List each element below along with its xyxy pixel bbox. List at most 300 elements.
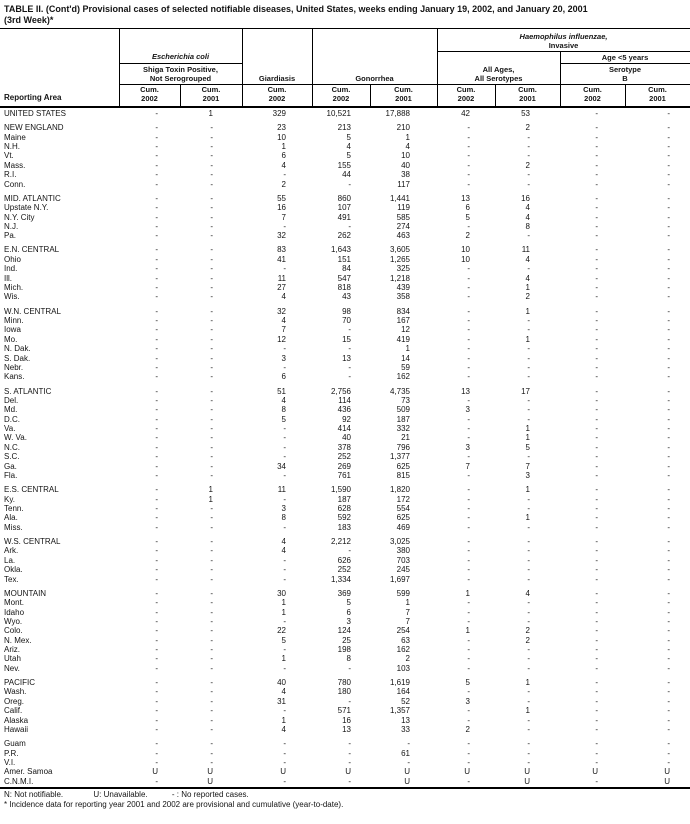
value-cell: 7 bbox=[281, 325, 286, 335]
value-cell: - bbox=[467, 316, 470, 325]
value-cell: - bbox=[283, 471, 286, 481]
value-cell: 1 bbox=[525, 433, 530, 443]
table-row bbox=[0, 255, 690, 264]
value-cell: - bbox=[210, 273, 213, 283]
value-cell: - bbox=[595, 344, 598, 354]
all-ages-line2: All Serotypes bbox=[474, 73, 523, 83]
value-cell: 187 bbox=[396, 414, 410, 424]
value-cell: 151 bbox=[337, 254, 351, 264]
value-cell: U bbox=[664, 767, 670, 777]
value-cell: - bbox=[283, 522, 286, 532]
reporting-area-cell: Upstate N.Y. bbox=[4, 203, 49, 213]
value-cell: - bbox=[155, 123, 158, 133]
value-cell: 42 bbox=[461, 109, 470, 118]
value-cell: - bbox=[595, 221, 598, 231]
value-cell: 796 bbox=[396, 442, 410, 452]
value-cell: - bbox=[283, 170, 286, 180]
value-cell: - bbox=[667, 635, 670, 645]
value-cell: - bbox=[595, 395, 598, 405]
value-cell: - bbox=[283, 757, 286, 767]
value-cell: - bbox=[667, 588, 670, 598]
value-cell: - bbox=[667, 546, 670, 556]
value-cell: - bbox=[467, 739, 470, 749]
table-row bbox=[0, 123, 690, 132]
value-cell: - bbox=[595, 292, 598, 302]
value-cell: - bbox=[210, 141, 213, 151]
value-cell: 625 bbox=[396, 461, 410, 471]
value-cell: 1 bbox=[405, 598, 410, 608]
value-cell: - bbox=[595, 306, 598, 316]
value-cell: 509 bbox=[396, 405, 410, 415]
value-cell: - bbox=[527, 725, 530, 734]
value-cell: 7 bbox=[405, 607, 410, 617]
reporting-area-cell: E.N. CENTRAL bbox=[4, 245, 60, 255]
reporting-area-cell: Ohio bbox=[4, 254, 21, 264]
value-cell: - bbox=[467, 565, 470, 575]
value-cell: - bbox=[527, 687, 530, 697]
value-cell: - bbox=[467, 273, 470, 283]
value-cell: - bbox=[155, 607, 158, 617]
value-cell: 358 bbox=[396, 292, 410, 302]
value-cell: - bbox=[595, 607, 598, 617]
value-cell: - bbox=[155, 442, 158, 452]
value-cell: - bbox=[595, 588, 598, 598]
value-cell: - bbox=[155, 212, 158, 222]
value-cell: 3,605 bbox=[389, 245, 410, 255]
value-cell: - bbox=[527, 231, 530, 241]
value-cell: 1 bbox=[281, 607, 286, 617]
table-row bbox=[0, 739, 690, 748]
value-cell: 107 bbox=[337, 203, 351, 213]
value-cell: - bbox=[155, 536, 158, 546]
value-cell: - bbox=[155, 405, 158, 415]
col-gonorrhea: Gonorrhea bbox=[355, 74, 394, 83]
table-row bbox=[0, 678, 690, 687]
value-cell: - bbox=[527, 757, 530, 767]
value-cell: - bbox=[210, 536, 213, 546]
table-row bbox=[0, 194, 690, 203]
value-cell: - bbox=[667, 725, 670, 734]
value-cell: 860 bbox=[337, 193, 351, 203]
value-cell: 25 bbox=[342, 635, 351, 645]
value-cell: 254 bbox=[396, 626, 410, 636]
col-age-under5: Age <5 years bbox=[601, 53, 649, 62]
value-cell: - bbox=[283, 748, 286, 758]
value-cell: - bbox=[595, 414, 598, 424]
col-group-ecoli: Escherichia coli bbox=[151, 52, 210, 61]
reporting-area-cell: N.C. bbox=[4, 442, 20, 452]
value-cell: 172 bbox=[396, 494, 410, 504]
table-row bbox=[0, 109, 690, 118]
value-cell: - bbox=[210, 193, 213, 203]
value-cell: - bbox=[210, 405, 213, 415]
value-cell: - bbox=[595, 283, 598, 293]
value-cell: - bbox=[595, 471, 598, 481]
value-cell: - bbox=[348, 221, 351, 231]
value-cell: - bbox=[155, 433, 158, 443]
value-cell: - bbox=[467, 748, 470, 758]
value-cell: 7 bbox=[525, 461, 530, 471]
column-header-cum: Cum. 2002 bbox=[456, 85, 476, 103]
value-cell: - bbox=[595, 687, 598, 697]
value-cell: 53 bbox=[521, 109, 530, 118]
value-cell: - bbox=[527, 555, 530, 565]
value-cell: - bbox=[210, 654, 213, 664]
value-cell: - bbox=[210, 748, 213, 758]
value-cell: 4 bbox=[525, 273, 530, 283]
value-cell: - bbox=[595, 160, 598, 170]
value-cell: 198 bbox=[337, 645, 351, 655]
reporting-area-cell: MOUNTAIN bbox=[4, 588, 47, 598]
value-cell: 6 bbox=[465, 203, 470, 213]
table-row bbox=[0, 161, 690, 170]
value-cell: - bbox=[155, 109, 158, 118]
value-cell: - bbox=[210, 442, 213, 452]
value-cell: 40 bbox=[401, 160, 410, 170]
value-cell: - bbox=[667, 739, 670, 749]
value-cell: 23 bbox=[277, 123, 286, 133]
reporting-area-cell: Iowa bbox=[4, 325, 21, 335]
table-row bbox=[0, 626, 690, 635]
value-cell: 1 bbox=[281, 654, 286, 664]
value-cell: - bbox=[155, 334, 158, 344]
value-cell: - bbox=[210, 160, 213, 170]
value-cell: - bbox=[667, 344, 670, 354]
value-cell: - bbox=[527, 574, 530, 584]
value-cell: - bbox=[595, 424, 598, 434]
value-cell: - bbox=[155, 663, 158, 673]
value-cell: - bbox=[467, 151, 470, 161]
value-cell: - bbox=[467, 663, 470, 673]
table-row bbox=[0, 231, 690, 240]
value-cell: - bbox=[210, 626, 213, 636]
value-cell: - bbox=[155, 132, 158, 142]
reporting-area-cell: Ill. bbox=[4, 273, 12, 283]
value-cell: - bbox=[210, 306, 213, 316]
value-cell: - bbox=[210, 283, 213, 293]
value-cell: - bbox=[667, 715, 670, 725]
value-cell: - bbox=[595, 626, 598, 636]
value-cell: - bbox=[595, 273, 598, 283]
value-cell: 625 bbox=[396, 513, 410, 523]
value-cell: - bbox=[283, 452, 286, 462]
value-cell: - bbox=[283, 565, 286, 575]
value-cell: 3 bbox=[465, 405, 470, 415]
table-row bbox=[0, 222, 690, 231]
value-cell: - bbox=[467, 654, 470, 664]
reporting-area-cell: Conn. bbox=[4, 179, 26, 189]
reporting-area-cell: N.J. bbox=[4, 221, 19, 231]
value-cell: 1 bbox=[281, 715, 286, 725]
table-row bbox=[0, 372, 690, 381]
value-cell: 59 bbox=[401, 362, 410, 372]
reporting-area-cell: N. Dak. bbox=[4, 344, 31, 354]
value-cell: - bbox=[467, 179, 470, 189]
value-cell: U bbox=[664, 776, 670, 786]
value-cell: 245 bbox=[396, 565, 410, 575]
reporting-area-cell: W. Va. bbox=[4, 433, 27, 443]
reporting-area-cell: Alaska bbox=[4, 715, 29, 725]
value-cell: 30 bbox=[277, 588, 286, 598]
value-cell: 436 bbox=[337, 405, 351, 415]
value-cell: 571 bbox=[337, 706, 351, 716]
value-cell: - bbox=[155, 588, 158, 598]
value-cell: - bbox=[155, 221, 158, 231]
value-cell: - bbox=[527, 494, 530, 504]
value-cell: 274 bbox=[396, 221, 410, 231]
value-cell: 1 bbox=[465, 588, 470, 598]
value-cell: - bbox=[595, 678, 598, 688]
value-cell: U bbox=[207, 776, 213, 786]
value-cell: - bbox=[348, 546, 351, 556]
value-cell: - bbox=[210, 616, 213, 626]
value-cell: - bbox=[467, 344, 470, 354]
value-cell: 1,265 bbox=[389, 254, 410, 264]
table-row bbox=[0, 608, 690, 617]
reporting-area-cell: Nev. bbox=[4, 663, 20, 673]
value-cell: 1 bbox=[525, 334, 530, 344]
reporting-area-cell: Ark. bbox=[4, 546, 19, 556]
value-cell: 1 bbox=[405, 344, 410, 354]
footnote-unavailable: U: Unavailable. bbox=[93, 790, 148, 799]
value-cell: 63 bbox=[401, 635, 410, 645]
value-cell: - bbox=[595, 635, 598, 645]
value-cell: - bbox=[667, 494, 670, 504]
value-cell: - bbox=[667, 452, 670, 462]
value-cell: U bbox=[524, 767, 530, 777]
value-cell: 33 bbox=[401, 725, 410, 734]
reporting-area-cell: S. Dak. bbox=[4, 353, 31, 363]
reporting-area-cell: Mich. bbox=[4, 283, 24, 293]
value-cell: - bbox=[667, 414, 670, 424]
value-cell: - bbox=[283, 645, 286, 655]
table-row bbox=[0, 471, 690, 480]
reporting-area-cell: Calif. bbox=[4, 706, 23, 716]
value-cell: - bbox=[210, 546, 213, 556]
value-cell: - bbox=[155, 179, 158, 189]
value-cell: - bbox=[667, 471, 670, 481]
value-cell: - bbox=[595, 574, 598, 584]
value-cell: 5 bbox=[465, 212, 470, 222]
value-cell: - bbox=[155, 160, 158, 170]
value-cell: 213 bbox=[337, 123, 351, 133]
value-cell: - bbox=[667, 306, 670, 316]
value-cell: 83 bbox=[277, 245, 286, 255]
value-cell: - bbox=[155, 372, 158, 382]
value-cell: 8 bbox=[525, 221, 530, 231]
value-cell: 1,357 bbox=[389, 706, 410, 716]
value-cell: - bbox=[348, 325, 351, 335]
value-cell: 17,888 bbox=[385, 109, 410, 118]
reporting-area-cell: UNITED STATES bbox=[4, 109, 66, 118]
value-cell: 2 bbox=[281, 179, 286, 189]
value-cell: - bbox=[467, 607, 470, 617]
value-cell: - bbox=[527, 179, 530, 189]
table-row bbox=[0, 396, 690, 405]
table-row bbox=[0, 170, 690, 179]
value-cell: 1,218 bbox=[389, 273, 410, 283]
value-cell: - bbox=[527, 607, 530, 617]
value-cell: 12 bbox=[401, 325, 410, 335]
value-cell: - bbox=[155, 635, 158, 645]
reporting-area-cell: Miss. bbox=[4, 522, 23, 532]
reporting-area-cell: MID. ATLANTIC bbox=[4, 193, 61, 203]
value-cell: - bbox=[595, 203, 598, 213]
value-cell: U bbox=[524, 776, 530, 786]
value-cell: 378 bbox=[337, 442, 351, 452]
value-cell: - bbox=[667, 687, 670, 697]
value-cell: - bbox=[667, 325, 670, 335]
value-cell: 10 bbox=[401, 151, 410, 161]
value-cell: - bbox=[210, 179, 213, 189]
value-cell: - bbox=[527, 715, 530, 725]
value-cell: - bbox=[527, 170, 530, 180]
value-cell: - bbox=[467, 715, 470, 725]
value-cell: 4 bbox=[281, 687, 286, 697]
value-cell: - bbox=[667, 245, 670, 255]
value-cell: - bbox=[155, 546, 158, 556]
value-cell: 73 bbox=[401, 395, 410, 405]
table-row bbox=[0, 697, 690, 706]
table-row bbox=[0, 133, 690, 142]
value-cell: - bbox=[155, 522, 158, 532]
value-cell: U bbox=[152, 767, 158, 777]
value-cell: U bbox=[207, 767, 213, 777]
table-row bbox=[0, 654, 690, 663]
value-cell: - bbox=[527, 654, 530, 664]
value-cell: - bbox=[155, 316, 158, 325]
value-cell: - bbox=[210, 504, 213, 514]
value-cell: - bbox=[667, 362, 670, 372]
value-cell: 2 bbox=[525, 626, 530, 636]
reporting-area-cell: Mo. bbox=[4, 334, 18, 344]
value-cell: - bbox=[155, 151, 158, 161]
value-cell: - bbox=[210, 254, 213, 264]
value-cell: - bbox=[348, 372, 351, 382]
value-cell: 34 bbox=[277, 461, 286, 471]
value-cell: - bbox=[210, 574, 213, 584]
value-cell: - bbox=[348, 757, 351, 767]
value-cell: 167 bbox=[396, 316, 410, 325]
value-cell: - bbox=[210, 725, 213, 734]
value-cell: - bbox=[667, 536, 670, 546]
value-cell: - bbox=[155, 193, 158, 203]
value-cell: - bbox=[667, 504, 670, 514]
value-cell: - bbox=[467, 645, 470, 655]
value-cell: - bbox=[667, 132, 670, 142]
value-cell: - bbox=[667, 386, 670, 396]
value-cell: - bbox=[527, 353, 530, 363]
footnote-incidence: * Incidence data for reporting year 2001 and 2002 are provisional and cumulative (year-to-date). bbox=[4, 799, 344, 809]
hflu-line2: Invasive bbox=[548, 40, 579, 50]
value-cell: 3,025 bbox=[389, 536, 410, 546]
value-cell: - bbox=[667, 424, 670, 434]
value-cell: - bbox=[210, 245, 213, 255]
value-cell: - bbox=[467, 306, 470, 316]
value-cell: - bbox=[667, 395, 670, 405]
table-row bbox=[0, 767, 690, 776]
reporting-area-cell: Tenn. bbox=[4, 504, 24, 514]
value-cell: - bbox=[467, 292, 470, 302]
value-cell: - bbox=[667, 334, 670, 344]
value-cell: - bbox=[210, 264, 213, 274]
value-cell: 1,697 bbox=[389, 574, 410, 584]
reporting-area-cell: N.H. bbox=[4, 141, 20, 151]
reporting-area-cell: Ala. bbox=[4, 513, 18, 523]
value-cell: 16 bbox=[277, 203, 286, 213]
value-cell: 10,521 bbox=[326, 109, 351, 118]
value-cell: 2 bbox=[525, 123, 530, 133]
value-cell: - bbox=[348, 344, 351, 354]
ecoli-sub-line1: Shiga Toxin Positive, bbox=[143, 65, 218, 74]
value-cell: 1 bbox=[525, 678, 530, 688]
value-cell: - bbox=[667, 160, 670, 170]
value-cell: - bbox=[467, 452, 470, 462]
value-cell: 414 bbox=[337, 424, 351, 434]
value-cell: - bbox=[667, 663, 670, 673]
value-cell: - bbox=[155, 513, 158, 523]
value-cell: 13 bbox=[461, 386, 470, 396]
hflu-line1: Haemophilus influenzae, bbox=[519, 32, 608, 41]
value-cell: 98 bbox=[342, 306, 351, 316]
value-cell: 40 bbox=[342, 433, 351, 443]
value-cell: 38 bbox=[401, 170, 410, 180]
reporting-area-cell: V.I. bbox=[4, 757, 16, 767]
value-cell: 4 bbox=[525, 203, 530, 213]
value-cell: - bbox=[155, 616, 158, 626]
value-cell: 2,756 bbox=[330, 386, 351, 396]
value-cell: - bbox=[667, 193, 670, 203]
value-cell: - bbox=[467, 687, 470, 697]
value-cell: - bbox=[667, 123, 670, 133]
reporting-area-cell: Wash. bbox=[4, 687, 27, 697]
table-row bbox=[0, 504, 690, 513]
value-cell: 2 bbox=[405, 654, 410, 664]
value-cell: - bbox=[595, 151, 598, 161]
value-cell: - bbox=[527, 405, 530, 415]
value-cell: - bbox=[210, 663, 213, 673]
value-cell: - bbox=[283, 555, 286, 565]
value-cell: - bbox=[348, 179, 351, 189]
col-giardiasis: Giardiasis bbox=[258, 74, 296, 83]
value-cell: - bbox=[283, 221, 286, 231]
value-cell: - bbox=[210, 433, 213, 443]
value-cell: 55 bbox=[277, 193, 286, 203]
value-cell: - bbox=[467, 160, 470, 170]
table-row bbox=[0, 151, 690, 160]
table-row bbox=[0, 716, 690, 725]
value-cell: - bbox=[667, 231, 670, 241]
value-cell: 7 bbox=[405, 616, 410, 626]
value-cell: - bbox=[595, 386, 598, 396]
value-cell: 585 bbox=[396, 212, 410, 222]
serotype-line2: B bbox=[622, 73, 628, 83]
value-cell: - bbox=[210, 123, 213, 133]
table-row bbox=[0, 749, 690, 758]
value-cell: - bbox=[595, 245, 598, 255]
value-cell: - bbox=[210, 292, 213, 302]
value-cell: 628 bbox=[337, 504, 351, 514]
table-title bbox=[4, 4, 688, 26]
value-cell: - bbox=[210, 588, 213, 598]
footnote-no-reported-cases: - : No reported cases. bbox=[171, 790, 249, 799]
value-cell: 51 bbox=[277, 386, 286, 396]
value-cell: 164 bbox=[396, 687, 410, 697]
value-cell: - bbox=[667, 598, 670, 608]
value-cell: - bbox=[155, 776, 158, 786]
value-cell: 4 bbox=[281, 292, 286, 302]
value-cell: - bbox=[527, 504, 530, 514]
